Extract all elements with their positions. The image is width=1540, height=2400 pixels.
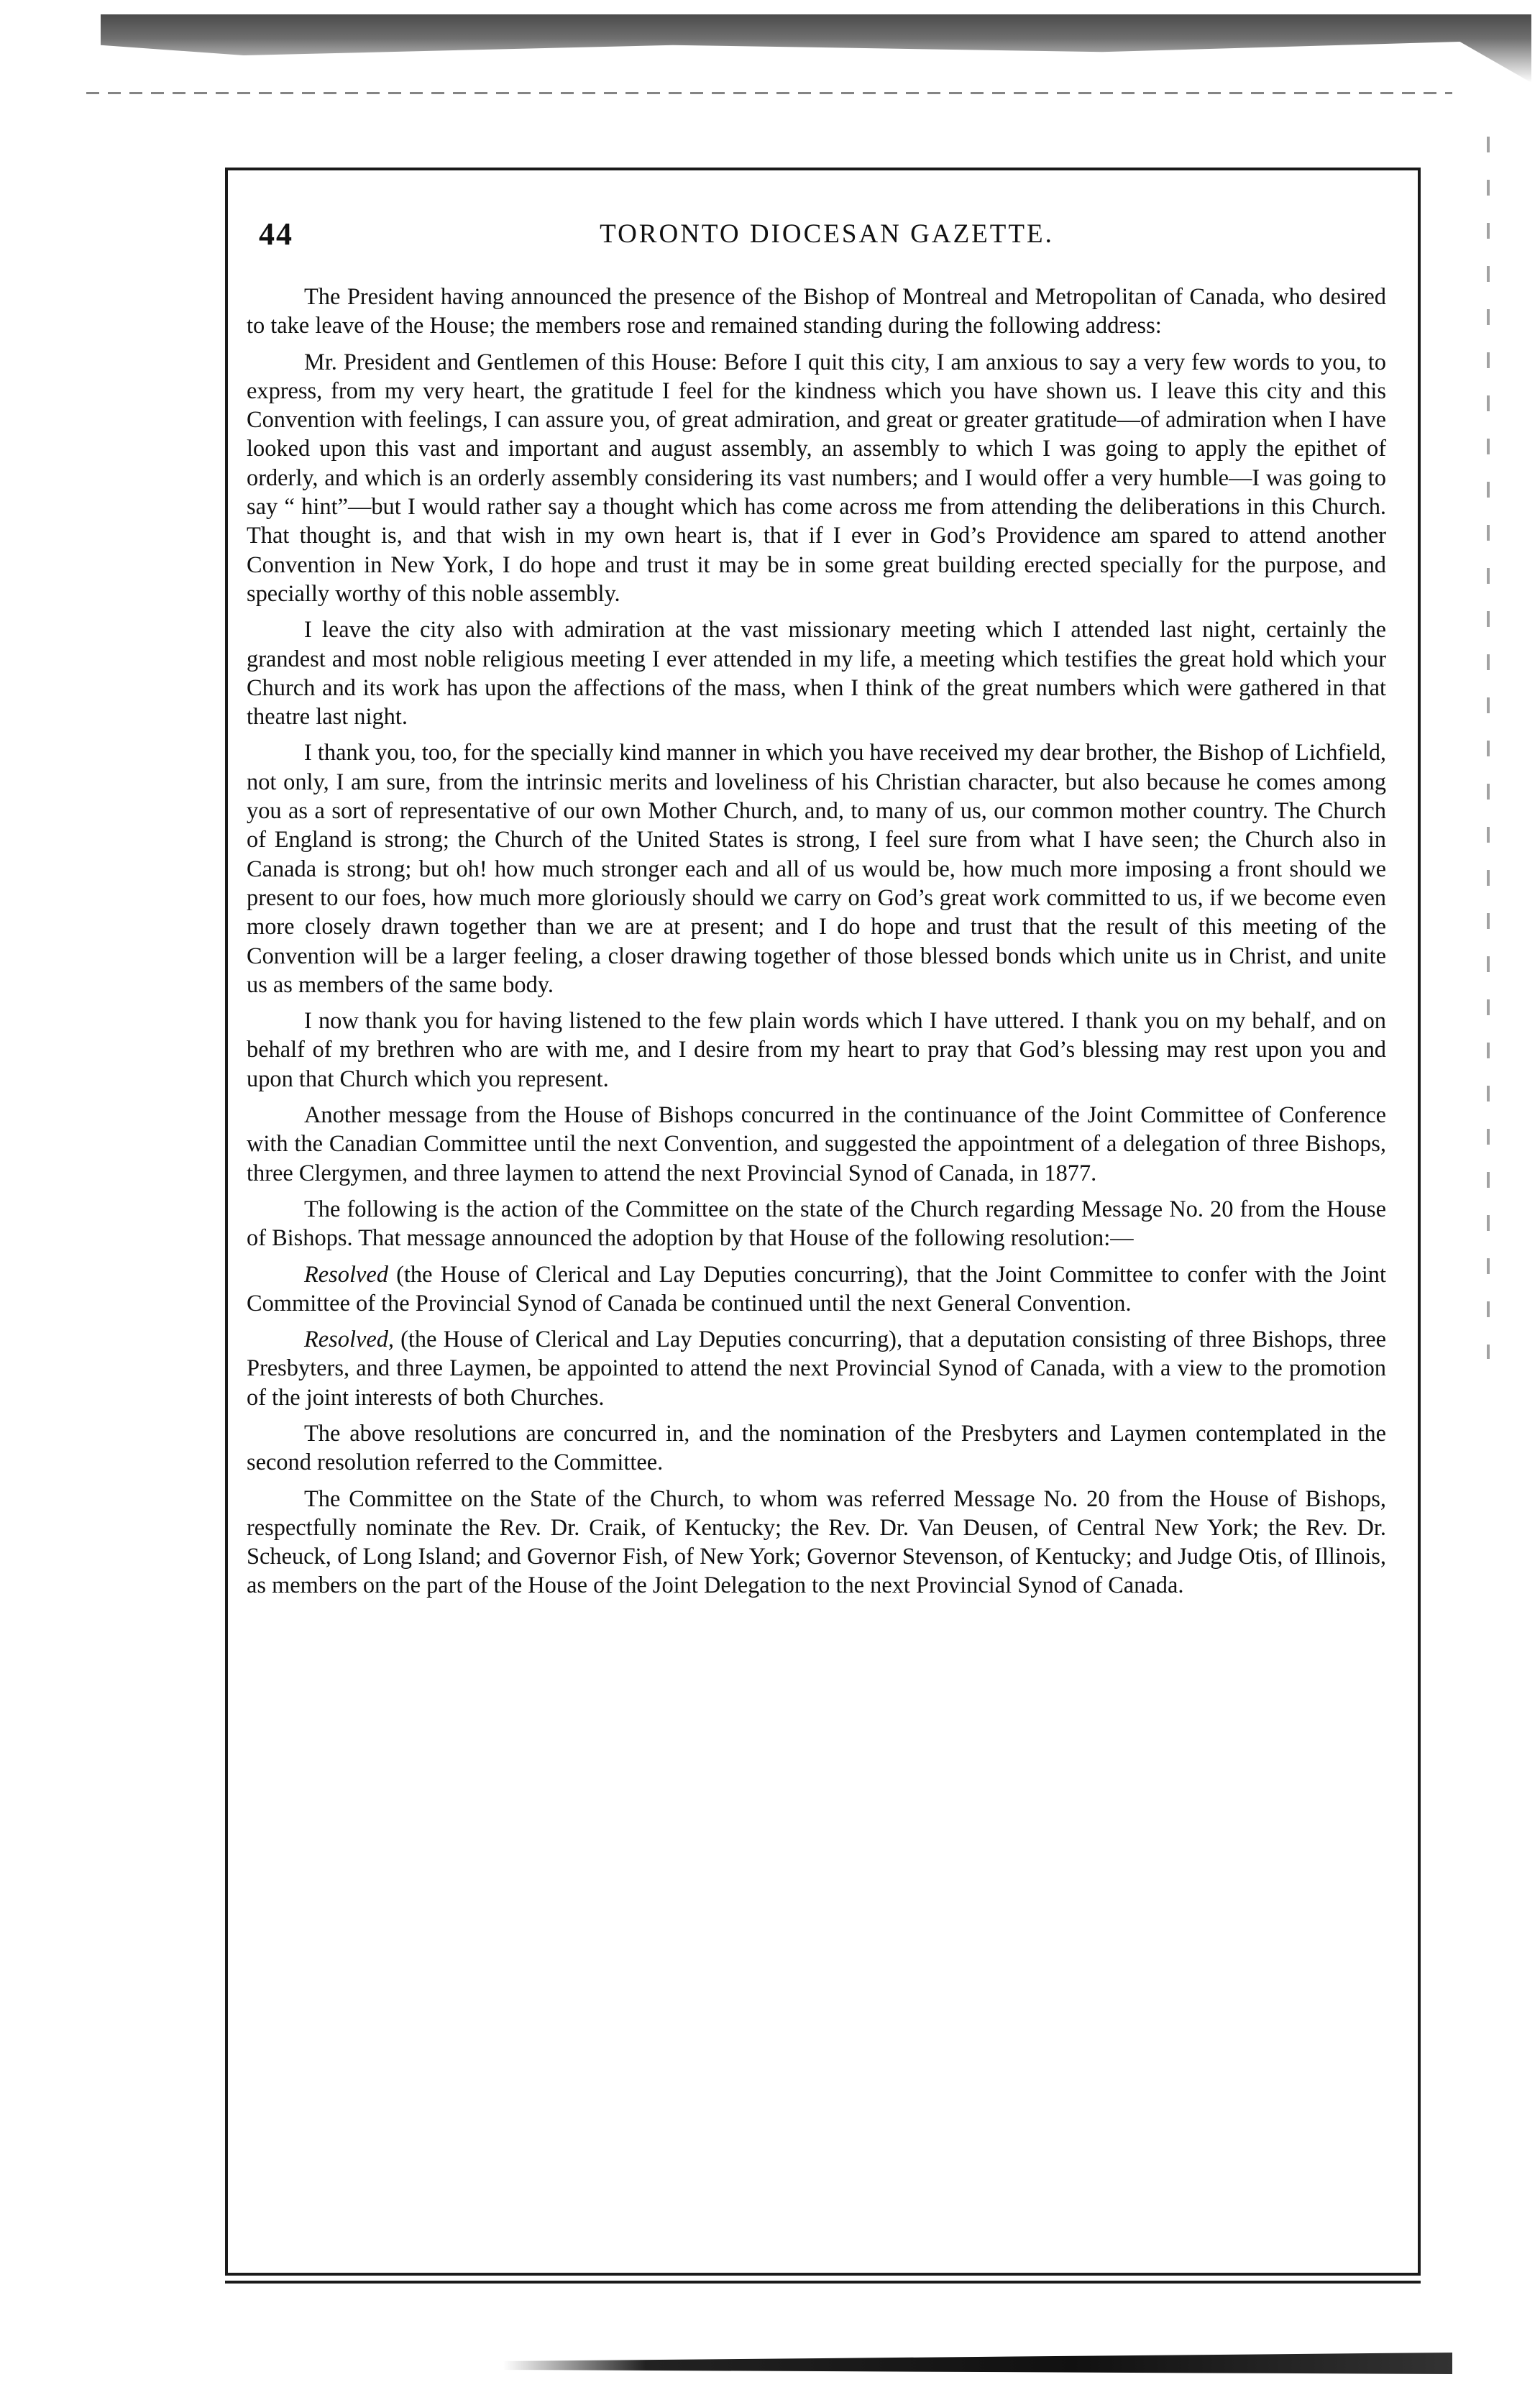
scan-edge-artifact-right: [1487, 137, 1490, 1359]
article-body: [247, 283, 1386, 1608]
resolved-word: Resolved,: [304, 1327, 395, 1353]
paragraph-closing-thanks: I now thank you for having listened to the few plain words which I have uttered. I thank you on my behalf, and on behalf of my brethren who are with me, and I desire from my heart to pray that God’s blessing may rest upon you and upon that Church which you represent.: [247, 1008, 1386, 1092]
page-number: 44: [259, 216, 293, 252]
running-title: TORONTO DIOCESAN GAZETTE.: [600, 219, 1054, 249]
paragraph-another-message: Another message from the House of Bishops concurred in the continuance of the Joint Committee of Conference with the Canadian Committee until the next Convention, and suggested the appointment of a delegation of three Bishops, three Clergymen, and three laymen to attend the next Provincial Synod of Canada, in 1877.: [247, 1102, 1386, 1186]
paragraph-concurrence: The above resolutions are concurred in, and the nomination of the Presbyters and Laymen contemplated in the second resolution referred to the Committee.: [247, 1420, 1386, 1476]
scan-edge-artifact-line: [86, 92, 1452, 94]
paragraph-nominations: The Committee on the State of the Church, to whom was referred Message No. 20 from the House of Bishops, respectfully nominate the Rev. Dr. Craik, of Kentucky; the Rev. Dr. Van Deusen, of Central New York; the Rev. Dr. Scheuck, of Long Island; and Governor Fish, of New York; Governor Stevenson, of Kentucky; and Judge Otis, of Illinois, as members on the part of the House of the Joint Delegation to the next Provincial Synod of Canada.: [247, 1485, 1386, 1599]
paragraph-bishop-lichfield: I thank you, too, for the specially kind manner in which you have received my dear brother, the Bishop of Lichfield, not only, I am sure, from the intrinsic merits and loveliness of his Christian character, but also because he comes among you as a sort of representative of our own Mother Church, and, to many of us, our common mother country. The Church of England is strong; the Church of the United States is strong, I feel sure from what I have seen; the Church also in Canada is strong; but oh! how much stronger each and all of us would be, how much more imposing a front should we present to our foes, how much more gloriously should we carry on God’s great work committed to us, if we become even more closely drawn together than we are at present; and I do hope and trust that the result of this meeting of the Convention will be a larger feeling, a closer drawing together of those blessed bonds which unite us in Christ, and unite us as members of the same body.: [247, 740, 1386, 998]
resolved-word: Resolved: [304, 1261, 388, 1288]
scan-edge-artifact-top: [101, 14, 1531, 83]
paragraph-committee-action: The following is the action of the Committee on the state of the Church regarding Message No. 20 from the House of Bishops. That message announced the adoption by that House of the following resolution:—: [247, 1196, 1386, 1252]
paragraph-resolution-one: Resolved (the House of Clerical and Lay Deputies concurring), that the Joint Committee to confer with the Joint Committee of the Provincial Synod of Canada be continued until the next General Convention.: [247, 1261, 1386, 1316]
paragraph-intro: The President having announced the presence of the Bishop of Montreal and Metropolitan of Canada, who desired to take leave of the House; the members rose and remained standing during the following address:: [247, 284, 1386, 339]
paragraph-address-opening: Mr. President and Gentlemen of this House: Before I quit this city, I am anxious to say a very few words to you, to express, from my very heart, the gratitude I feel for the kindness which you have shown us. I leave this city and this Convention with feelings, I can assure you, of great admiration, and great or greater gratitude—of admiration when I have looked upon this vast and important and august assembly, an assembly to which I was going to apply the epithet of orderly, and which is an orderly assembly considering its vast numbers; and I would offer a very humble—I was going to say “ hint”—but I would rather say a thought which has come across me from attending the deliberations in this Church. That thought is, and that wish in my own heart is, that if I ever in God’s Providence am spared to attend another Convention in New York, I do hope and trust it may be in some great building erected specially for the purpose, and specially worthy of this noble assembly.: [247, 349, 1386, 607]
scan-edge-artifact-bottom: [503, 2353, 1452, 2374]
paragraph-resolution-two: Resolved, (the House of Clerical and Lay Deputies concurring), that a deputation consisting of three Bishops, three Presbyters, and three Laymen, be appointed to attend the next Provincial Synod of Canada, with a view to the promotion of the joint interests of both Churches.: [247, 1327, 1386, 1411]
paragraph-missionary-meeting: I leave the city also with admiration at the vast missionary meeting which I attended last night, certainly the grandest and most noble religious meeting I ever attended in my life, a meeting which testifies the great hold which your Church and its work has upon the affections of the mass, when I think of the great numbers which were gathered in that theatre last night.: [247, 617, 1386, 730]
page-header: [259, 216, 1395, 256]
page-border-double-rule: [225, 2281, 1421, 2284]
